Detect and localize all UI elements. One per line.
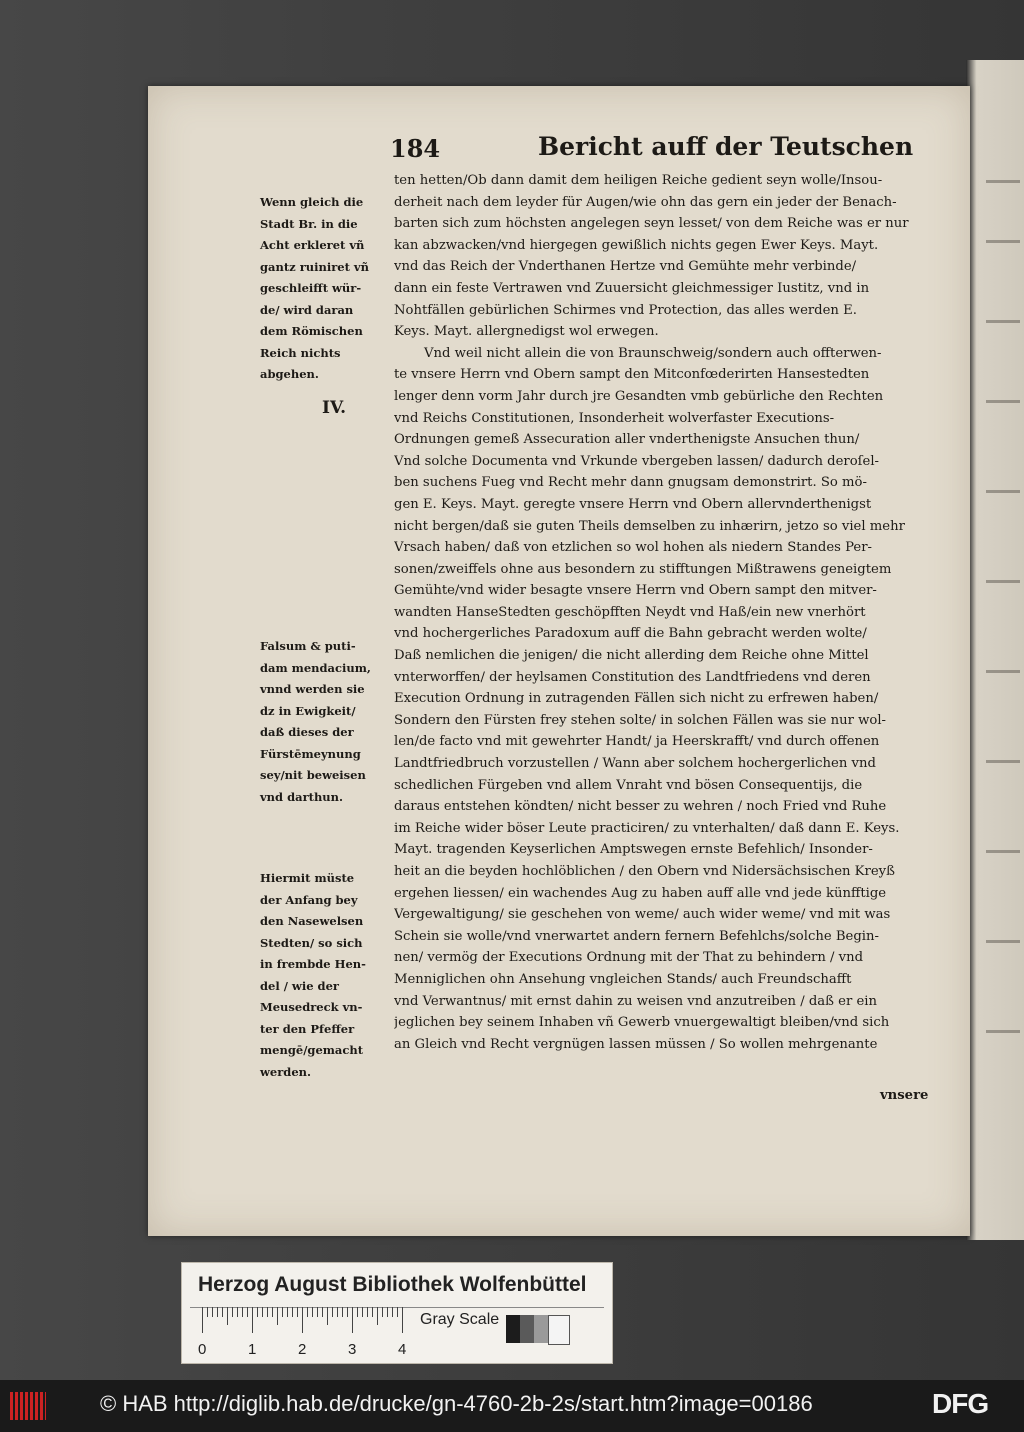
dfg-logo: DFG	[932, 1388, 989, 1419]
ruler-tick	[227, 1307, 228, 1325]
ruler-tick	[202, 1307, 203, 1333]
library-name: Herzog August Bibliothek Wolfenbüttel	[198, 1273, 587, 1296]
text-line: derheit nach dem leyder für Augen/wie ohn das gern ein jeder der Benach-	[394, 194, 897, 210]
marginal-note: Hiermit müste der Anfang bey den Nasewelsen Stedten/ so sich in frembde Hen- del / wie der Meusedreck vn- ter den Pfeffer mengē/gemacht werden.	[260, 871, 366, 1079]
text-line: barten sich zum höchsten angelegen seyn lesset/ von dem Reiche was er nur	[394, 216, 909, 232]
page-number: 184	[390, 134, 441, 163]
ruler-tick	[282, 1307, 283, 1317]
barcode-icon	[10, 1392, 46, 1420]
text-line: vnd hochergerliches Paradoxum auff die Bahn gebracht werden wolte/	[394, 626, 867, 642]
ruler-tick	[327, 1307, 328, 1325]
ruler-tick	[362, 1307, 363, 1317]
ruler-tick	[317, 1307, 318, 1317]
text-line: lenger denn vorm Jahr durch jre Gesandten vmb gebürliche den Rechten	[394, 388, 884, 404]
ruler-tick	[342, 1307, 343, 1317]
text-line: Vergewaltigung/ sie geschehen von weme/ auch wider weme/ vnd mit was	[394, 907, 891, 923]
ruler-tick	[367, 1307, 368, 1317]
ruler-tick	[207, 1307, 208, 1317]
marginal-note: Wenn gleich die Stadt Br. in die Acht erkleret vñ gantz ruiniret vñ geschleifft wür- de/ wird daran dem Römischen Reich nichts abgehen.	[260, 195, 369, 381]
text-line: Menniglichen ohn Ansehung vngleichen Stands/ auch Freundschafft	[394, 971, 852, 987]
ruler-tick	[332, 1307, 333, 1317]
ruler-tick	[387, 1307, 388, 1317]
body-text	[394, 170, 942, 1055]
catchword: vnsere	[880, 1088, 929, 1103]
ruler-tick	[242, 1307, 243, 1317]
measurement-ruler	[202, 1307, 416, 1333]
text-line: vnterworffen/ der heylsamen Constitution des Landtfriedens vnd deren	[394, 669, 871, 685]
ruler-tick	[337, 1307, 338, 1317]
text-line: Gemühte/vnd wider besagte vnsere Herrn vnd Obern sampt den mitver-	[394, 583, 877, 599]
ruler-tick	[262, 1307, 263, 1317]
ruler-tick	[302, 1307, 303, 1333]
ruler-tick	[402, 1307, 403, 1333]
text-line: daraus entstehen köndten/ nicht besser zu wehren / noch Fried vnd Ruhe	[394, 799, 887, 815]
text-line: ergehen liessen/ ein wachendes Aug zu haben auff alle vnd jede künfftige	[394, 885, 887, 901]
gray-swatch	[534, 1315, 548, 1343]
page-header	[390, 134, 950, 168]
text-line: len/de facto vnd mit gewehrter Handt/ ja Heerskrafft/ vnd durch offenen	[394, 734, 880, 750]
ruler-tick	[347, 1307, 348, 1317]
ruler-tick	[277, 1307, 278, 1325]
text-line: Ordnungen gemeß Assecuration aller vnderthenigste Ansuchen thun/	[394, 432, 860, 448]
ruler-tick	[252, 1307, 253, 1333]
text-line: vnd Reichs Constitutionen, Insonderheit wolverfaster Executions-	[394, 410, 835, 426]
text-line: sonen/zweiffels ohne aus besondern zu stifftungen Mißtrawens geneigtem	[394, 561, 892, 577]
text-line: nicht bergen/daß sie guten Theils demselben zu inhærirn, jetzo so viel mehr	[394, 518, 905, 534]
ruler-tick	[352, 1307, 353, 1333]
ruler-tick	[297, 1307, 298, 1317]
text-line: te vnsere Herrn vnd Obern sampt den Mitconfœderirten Hansestedten	[394, 367, 870, 383]
ruler-label: 1	[248, 1341, 257, 1358]
text-line: kan abzwacken/vnd hiergegen gewißlich nichts gegen Ewer Keys. Mayt.	[394, 237, 879, 253]
ruler-tick	[247, 1307, 248, 1317]
gray-swatch	[520, 1315, 534, 1343]
text-line: vnd das Reich der Vnderthanen Hertze vnd Gemühte mehr verbinde/	[394, 259, 857, 275]
text-line: im Reiche wider böser Leute practiciren/ zu vnterhalten/ daß dann E. Keys.	[394, 820, 900, 836]
ruler-tick	[222, 1307, 223, 1317]
ruler-tick	[232, 1307, 233, 1317]
ruler-tick	[212, 1307, 213, 1317]
gray-scale-label: Gray Scale	[420, 1311, 500, 1328]
gray-swatch	[506, 1315, 520, 1343]
color-reference-card	[181, 1262, 613, 1364]
ruler-tick	[372, 1307, 373, 1317]
text-line: Execution Ordnung in zutragenden Fällen sich nicht zu erfrewen haben/	[394, 691, 879, 707]
ruler-tick	[287, 1307, 288, 1317]
text-line: wandten HanseStedten geschöpfften Neydt vnd Haß/ein new vnerhört	[394, 604, 866, 620]
text-line: an Gleich vnd Recht vergnügen lassen müssen / So wollen mehrgenante	[394, 1036, 878, 1052]
citation-link[interactable]: © HAB http://diglib.hab.de/drucke/gn-4760-2b-2s/start.htm?image=00186	[100, 1391, 813, 1416]
ruler-tick	[312, 1307, 313, 1317]
text-line: Vnd weil nicht allein die von Braunschweig/sondern auch offterwen-	[424, 345, 882, 361]
text-line: gen E. Keys. Mayt. geregte vnsere Herrn vnd Obern allervnderthenigst	[394, 496, 872, 512]
ruler-label: 2	[298, 1341, 307, 1358]
text-line: heit an die beyden hochlöblichen / den Obern vnd Nidersächsischen Kreyß	[394, 864, 895, 879]
adjacent-page-edge	[966, 60, 1024, 1240]
ruler-label: 3	[348, 1341, 357, 1358]
ruler-label: 4	[398, 1341, 407, 1358]
ruler-tick	[322, 1307, 323, 1317]
ruler-tick	[267, 1307, 268, 1317]
ruler-tick	[357, 1307, 358, 1317]
text-line: jeglichen bey seinem Inhaben vñ Gewerb vnuergewaltigt bleiben/vnd sich	[394, 1015, 890, 1031]
text-line: Mayt. tragenden Keyserlichen Amptswegen ernste Befehlich/ Insonder-	[394, 842, 873, 858]
text-line: ten hetten/Ob dann damit dem heiligen Reiche gedient seyn wolle/Insou-	[394, 173, 883, 188]
ruler-tick	[392, 1307, 393, 1317]
text-line: Sondern den Fürsten frey stehen solte/ in solchen Fällen was sie nur wol-	[394, 712, 886, 728]
text-line: Daß nemlichen die jenigen/ die nicht allerding dem Reiche ohne Mittel	[394, 648, 869, 664]
ruler-tick	[307, 1307, 308, 1317]
ruler-tick	[292, 1307, 293, 1317]
text-line: Keys. Mayt. allergnedigst wol erwegen.	[394, 324, 659, 340]
text-line: schedlichen Fürgeben vnd allem Vnraht vnd bösen Consequentijs, die	[394, 777, 863, 793]
text-line: nen/ vermög der Executions Ordnung mit der That zu behindern / vnd	[394, 950, 864, 966]
text-line: Vrsach haben/ daß von etzlichen so wol hohen als niedern Standes Per-	[394, 540, 872, 556]
text-line: ben suchens Fueg vnd Recht mehr dann gnugsam demonstrirt. So mö-	[394, 475, 867, 491]
ruler-tick	[237, 1307, 238, 1317]
ruler-label: 0	[198, 1341, 207, 1358]
ruler-tick	[217, 1307, 218, 1317]
ruler-tick	[397, 1307, 398, 1317]
running-title: Bericht auff der Teutschen	[538, 132, 914, 161]
footer-bar	[0, 1380, 1024, 1432]
section-marker: IV.	[322, 398, 347, 418]
text-line: dann ein feste Vertrawen vnd Zuuersicht gleichmessiger Iustitz, vnd in	[394, 280, 870, 296]
book-page	[148, 86, 970, 1236]
ruler-tick	[272, 1307, 273, 1317]
ruler-tick	[257, 1307, 258, 1317]
ruler-tick	[377, 1307, 378, 1325]
marginal-note: Falsum & puti- dam mendacium, vnnd werden sie dz in Ewigkeit/ daß dieses der Fürstēmeynung sey/nit beweisen vnd darthun.	[260, 639, 371, 804]
ruler-tick	[382, 1307, 383, 1317]
gray-swatch	[548, 1315, 570, 1345]
text-line: Schein sie wolle/vnd vnerwartet andern fernern Befehlchs/solche Begin-	[394, 928, 879, 944]
text-line: Vnd solche Documenta vnd Vrkunde vbergeben lassen/ dadurch deroſel-	[394, 453, 880, 469]
text-line: vnd Verwantnus/ mit ernst dahin zu weisen vnd anzutreiben / daß er ein	[394, 993, 877, 1009]
text-line: Nohtfällen gebürlichen Schirmes vnd Protection, das alles werden E.	[394, 302, 857, 318]
text-line: Landtfriedbruch vorzustellen / Wann aber solchem hochergerlichen vnd	[394, 756, 876, 772]
